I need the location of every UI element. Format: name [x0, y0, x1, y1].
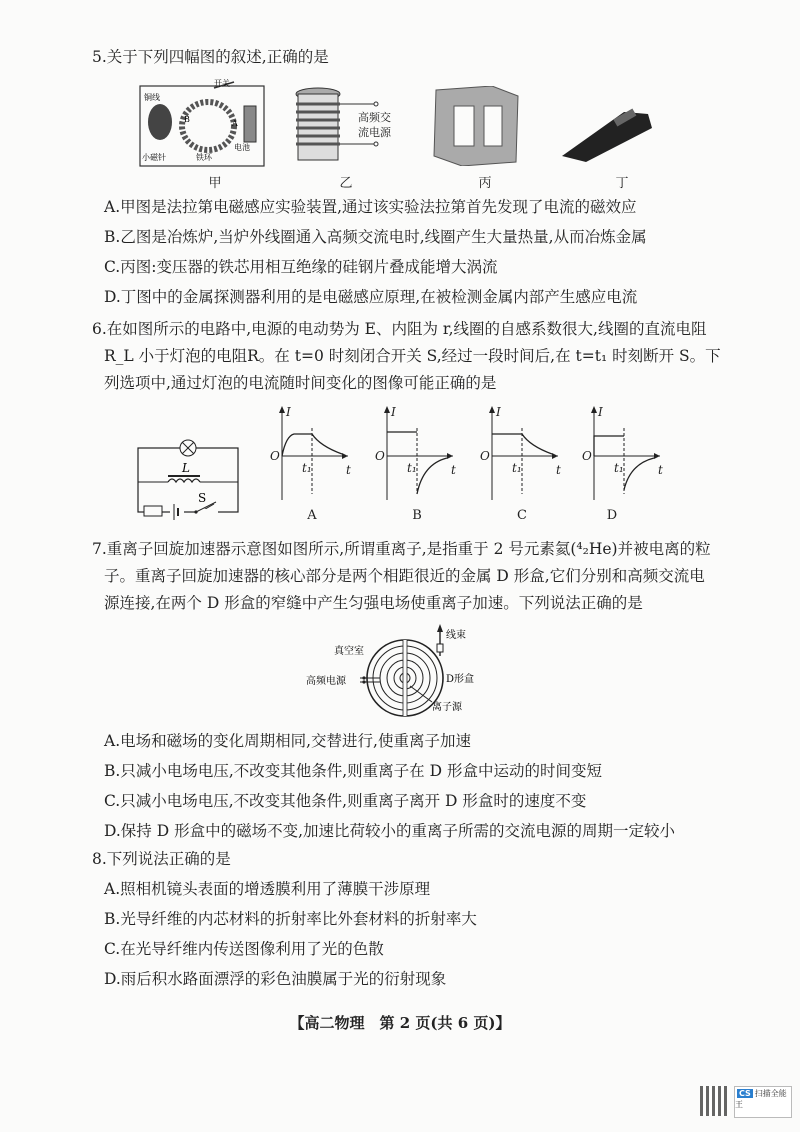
q8-option-b: B.光导纤维的内芯材料的折射率比外套材料的折射率大	[104, 910, 477, 928]
q6-circuit	[130, 432, 250, 524]
q6-choice-d: D	[606, 508, 618, 523]
graph-C-x-arrow	[552, 453, 558, 459]
q8-option-c: C.在光导纤维内传送图像利用了光的色散	[104, 940, 384, 958]
graph-C-y-arrow	[489, 406, 495, 413]
scanner-badge: CS	[739, 1089, 751, 1098]
graph-D-x-arrow	[654, 453, 660, 459]
label-copper: 铜线	[144, 93, 160, 102]
cyclotron-label-vacuum: 真空室	[334, 646, 364, 657]
graph-D-y-arrow	[591, 406, 597, 413]
qr-code	[700, 1086, 730, 1116]
graph-D-curve-negative	[624, 458, 654, 490]
label-b: B	[184, 115, 190, 124]
q6-choice-a: A	[307, 508, 317, 523]
q7-line3: 源连接,在两个 D 形盒的窄缝中产生匀强电场使重离子加速。下列说法正确的是	[104, 594, 643, 612]
scanner-watermark	[734, 1086, 792, 1118]
q5-option-a: A.甲图是法拉第电磁感应实验装置,通过该实验法拉第首先发现了电流的磁效应	[104, 198, 637, 216]
q5-figure-ding	[558, 104, 658, 164]
graph-B-label-t: t	[451, 463, 456, 477]
graph-B-curve-negative	[417, 458, 447, 494]
q7-option-d: D.保持 D 形盒中的磁场不变,加速比荷较小的重离子所需的交流电源的周期一定较小	[104, 822, 676, 840]
q6-line2: R_L 小于灯泡的电阻R。在 t=0 时刻闭合开关 S,经过一段时间后,在 t=t₁ 时刻断开 S。下	[104, 347, 721, 365]
graph-A-label-t1: t₁	[302, 461, 312, 475]
graph-D-curve	[594, 436, 624, 456]
q6-choice-c: C	[517, 508, 527, 523]
graph-A-label-O: O	[270, 449, 280, 463]
q7-line2: 子。重离子回旋加速器的核心部分是两个相距很近的金属 D 形盒,它们分别和高频交流电	[104, 567, 705, 585]
graph-A-label-I: I	[286, 405, 291, 419]
caption-ding: 丁	[615, 176, 629, 191]
q7-option-c: C.只减小电场电压,不改变其他条件,则重离子离开 D 形盒时的速度不变	[104, 792, 587, 810]
circuit-label-L: L	[182, 461, 190, 475]
label-switch: 开关	[214, 79, 230, 88]
graph-C-label-I: I	[496, 405, 501, 419]
caption-bing: 丙	[478, 176, 492, 191]
q5-option-c: C.丙图:变压器的铁芯用相互绝缘的硅钢片叠成能增大涡流	[104, 258, 498, 276]
graph-D-label-t1: t₁	[614, 461, 624, 475]
label-magnet: 小磁针	[142, 153, 166, 162]
graph-B-label-I: I	[391, 405, 396, 419]
graph-D-label-O: O	[582, 449, 592, 463]
scanner-name: 扫描全能王	[735, 1089, 787, 1109]
q6-line3: 列选项中,通过灯泡的电流随时间变化的图像可能正确的是	[104, 374, 497, 392]
label-a: A	[232, 119, 238, 128]
graph-B-label-O: O	[375, 449, 385, 463]
q6-choice-b: B	[412, 508, 422, 523]
graph-B-label-t1: t₁	[407, 461, 417, 475]
graph-C-label-t1: t₁	[512, 461, 522, 475]
q7-cyclotron-figure	[300, 620, 510, 722]
q7-option-a: A.电场和磁场的变化周期相同,交替进行,使重离子加速	[104, 732, 471, 750]
q8-stem: 8.下列说法正确的是	[92, 850, 231, 868]
q5-option-d: D.丁图中的金属探测器利用的是电磁感应原理,在被检测金属内部产生感应电流	[104, 288, 638, 306]
q5-stem: 5.关于下列四幅图的叙述,正确的是	[92, 48, 329, 66]
page-footer: 【高二物理 第 2 页(共 6 页)】	[289, 1014, 511, 1032]
q5-figure-yi	[290, 80, 410, 170]
q8-option-d: D.雨后积水路面漂浮的彩色油膜属于光的衍射现象	[104, 970, 447, 988]
q5-figure-jia	[138, 78, 268, 170]
cyclotron-label-power: 高频电源	[306, 676, 346, 687]
cyclotron-label-dbox: D形盒	[446, 674, 475, 685]
q7-line1: 7.重离子回旋加速器示意图如图所示,所谓重离子,是指重于 2 号元素氦(⁴₂He)并被电离的粒	[92, 540, 711, 558]
graph-D-label-I: I	[598, 405, 603, 419]
graph-A-y-arrow	[279, 406, 285, 413]
cyclotron-label-source: 离子源	[432, 702, 462, 713]
graph-B-y-arrow	[384, 406, 390, 413]
q5-yi-power-label: 高频交流电源	[358, 111, 391, 139]
label-battery: 电池	[234, 143, 250, 152]
graph-D-label-t: t	[658, 463, 663, 477]
cyclotron-label-beam: 线束	[446, 630, 466, 641]
graph-A-x-arrow	[342, 453, 348, 459]
label-ring: 铁环	[196, 153, 212, 162]
graph-B-x-arrow	[447, 453, 453, 459]
q5-figure-bing	[432, 86, 522, 166]
graph-C-label-t: t	[556, 463, 561, 477]
circuit-label-S: S	[198, 491, 207, 505]
q6-line1: 6.在如图所示的电路中,电源的电动势为 E、内阻为 r,线圈的自感系数很大,线圈的直流电阻	[92, 320, 707, 338]
q6-graphs	[260, 404, 680, 504]
q5-option-b: B.乙图是冶炼炉,当炉外线圈通入高频交流电时,线圈产生大量热量,从而冶炼金属	[104, 228, 647, 246]
caption-yi: 乙	[339, 176, 353, 191]
q7-option-b: B.只减小电场电压,不改变其他条件,则重离子在 D 形盒中运动的时间变短	[104, 762, 602, 780]
caption-jia: 甲	[208, 176, 222, 191]
graph-C-label-O: O	[480, 449, 490, 463]
graph-A-label-t: t	[346, 463, 351, 477]
q8-option-a: A.照相机镜头表面的增透膜利用了薄膜干涉原理	[104, 880, 431, 898]
